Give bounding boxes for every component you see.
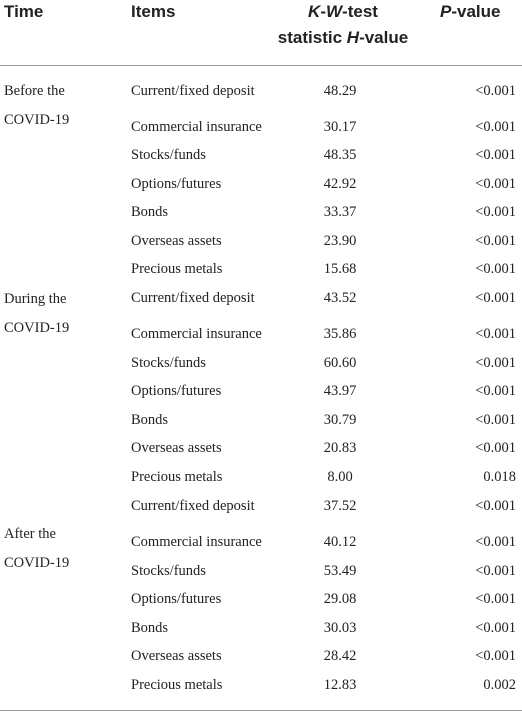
table-row-h-value: 48.29 <box>323 83 357 99</box>
table-row-p-value: <0.001 <box>475 355 516 371</box>
table-row-p-value: <0.001 <box>475 563 516 579</box>
table-row-p-value: <0.001 <box>475 119 516 135</box>
table-row-h-value: 29.08 <box>323 591 357 607</box>
table-row-h-value: 35.86 <box>323 326 357 342</box>
table-row-h-value: 43.97 <box>323 383 357 399</box>
table-row-h-value: 12.83 <box>323 677 357 693</box>
table-row-p-value: <0.001 <box>475 233 516 249</box>
table-row-p-value: <0.001 <box>475 326 516 342</box>
table-row-item: Options/futures <box>131 591 222 607</box>
time-label: After the COVID-19 <box>4 526 70 571</box>
table-row-h-value: 30.79 <box>323 412 357 428</box>
table-row-p-value: <0.001 <box>475 147 516 163</box>
table-row-p-value: <0.001 <box>475 290 516 306</box>
table-row-h-value: 30.03 <box>323 620 357 636</box>
header-kw-statistic <box>268 0 418 51</box>
table-row-p-value: <0.001 <box>475 620 516 636</box>
table-row-p-value: <0.001 <box>475 591 516 607</box>
table-row-h-value: 40.12 <box>323 534 357 550</box>
table-row-item: Commercial insurance <box>131 326 262 342</box>
table-row-item: Precious metals <box>131 677 223 693</box>
table-row-h-value: 33.37 <box>323 204 357 220</box>
table-row-item: Options/futures <box>131 383 222 399</box>
table-row-item: Bonds <box>131 412 169 428</box>
table-row-p-value: <0.001 <box>475 383 516 399</box>
table-row-item: Current/fixed deposit <box>131 83 255 99</box>
table-row-item: Precious metals <box>131 469 223 485</box>
time-label: Before the COVID-19 <box>4 83 70 128</box>
table-row-item: Stocks/funds <box>131 147 206 163</box>
table-row-h-value: 20.83 <box>323 440 357 456</box>
table-row-h-value: 43.52 <box>323 290 357 306</box>
table-row-p-value: 0.018 <box>483 469 516 485</box>
table-row-h-value: 30.17 <box>323 119 357 135</box>
header-items: Items <box>131 2 176 21</box>
header-kw-line1: K-W-test <box>308 2 378 21</box>
table-row-item: Current/fixed deposit <box>131 498 255 514</box>
table-row-p-value: <0.001 <box>475 440 516 456</box>
table-row-item: Stocks/funds <box>131 563 206 579</box>
table-row-item: Bonds <box>131 204 169 220</box>
table-row-p-value: <0.001 <box>475 83 516 99</box>
table-row-p-value: <0.001 <box>475 412 516 428</box>
table-row-h-value: 42.92 <box>323 176 357 192</box>
table-row-item: Commercial insurance <box>131 119 262 135</box>
table-row-item: Stocks/funds <box>131 355 206 371</box>
table-row-item: Precious metals <box>131 261 223 277</box>
table-row-item: Current/fixed deposit <box>131 290 255 306</box>
bottom-rule <box>0 710 522 711</box>
table-row-p-value: <0.001 <box>475 176 516 192</box>
table-row-item: Bonds <box>131 620 169 636</box>
table-row-h-value: 28.42 <box>323 648 357 664</box>
table-row-h-value: 15.68 <box>323 261 357 277</box>
table-row-item: Overseas assets <box>131 648 222 664</box>
table-row-h-value: 53.49 <box>323 563 357 579</box>
table-row-h-value: 60.60 <box>323 355 357 371</box>
table-row-p-value: <0.001 <box>475 261 516 277</box>
time-label: During the COVID-19 <box>4 291 70 336</box>
table-row-h-value: 37.52 <box>323 498 357 514</box>
table-row-p-value: <0.001 <box>475 648 516 664</box>
table-row-h-value: 8.00 <box>327 469 353 485</box>
header-kw-line2: statistic H-value <box>277 28 409 47</box>
header-p-value: P-value <box>440 2 501 21</box>
table-row-p-value: <0.001 <box>475 534 516 550</box>
header-time: Time <box>4 2 44 21</box>
table-row-item: Overseas assets <box>131 233 222 249</box>
table-row-item: Overseas assets <box>131 440 222 456</box>
table-row-item: Commercial insurance <box>131 534 262 550</box>
table-row-p-value: <0.001 <box>475 204 516 220</box>
table-row-p-value: <0.001 <box>475 498 516 514</box>
table-row-p-value: 0.002 <box>483 677 516 693</box>
header-rule <box>0 65 522 66</box>
table-row-h-value: 48.35 <box>323 147 357 163</box>
table-row-item: Options/futures <box>131 176 222 192</box>
table-row-h-value: 23.90 <box>323 233 357 249</box>
